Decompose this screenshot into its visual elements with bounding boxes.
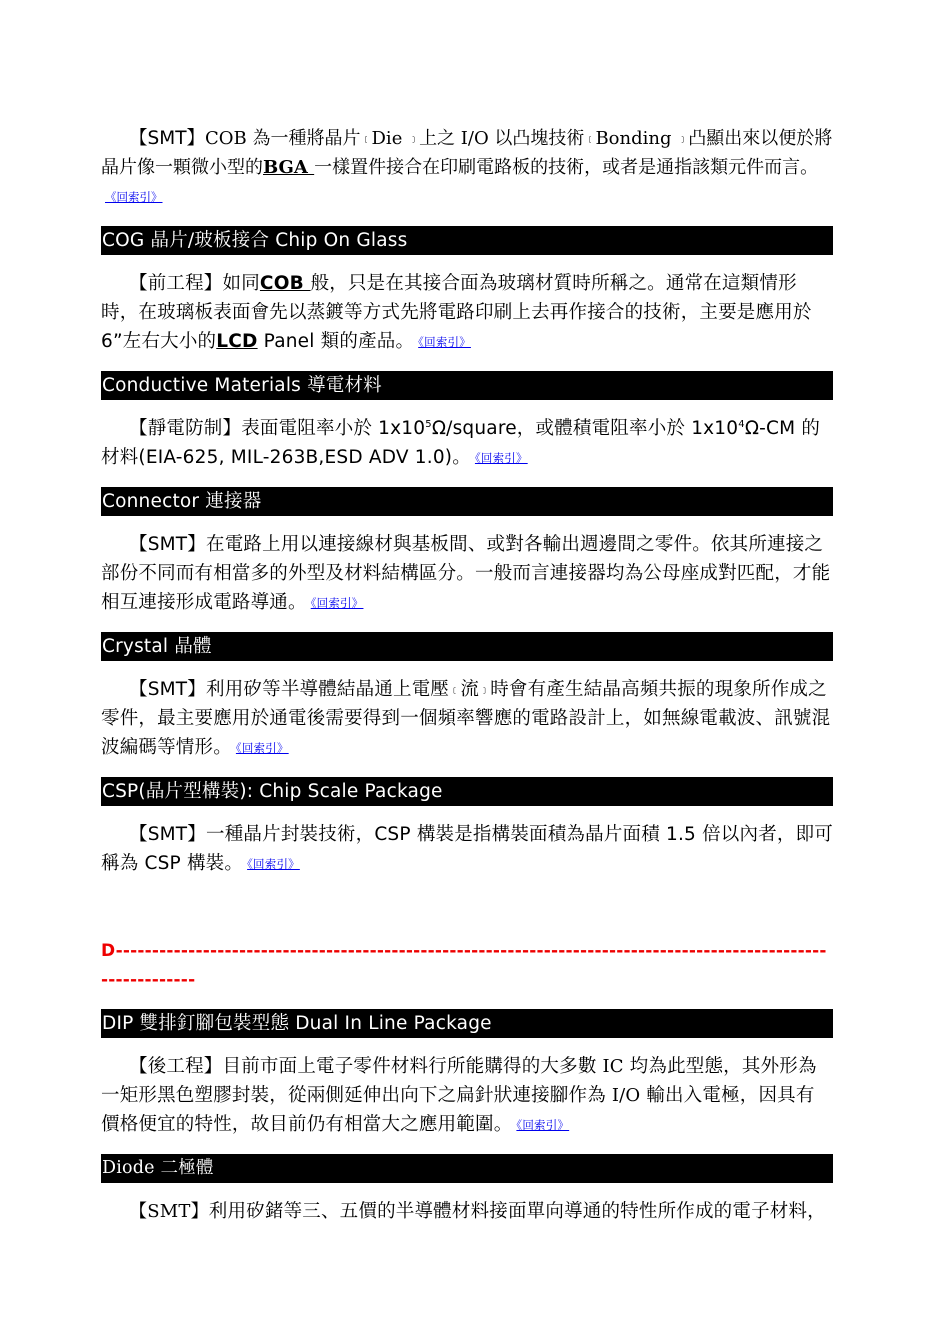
dip-definition: 【後工程】目前市面上電子零件材料行所能購得的大多數 IC 均為此型態，其外形為一矩形黑色塑膠封裝，從兩側延伸出向下之扁針狀連接腳作為 I/O 輸出入電極，因具有價格便宜的特性，故目前仍有相當大之應用範圍。 《回索引》 <box>101 1056 817 1135</box>
back-to-index-link[interactable]: 《回索引》 <box>310 596 364 610</box>
back-to-index-link[interactable]: 《回索引》 <box>235 741 289 755</box>
term-heading-cog: COG 晶片/玻板接合 Chip On Glass <box>101 226 833 255</box>
term-heading-diode: Diode 二極體 <box>101 1154 833 1183</box>
back-to-index-link[interactable]: 《回索引》 <box>516 1118 570 1132</box>
term-heading-csp: CSP(晶片型構裝): Chip Scale Package <box>101 777 833 806</box>
term-heading-crystal: Crystal 晶體 <box>101 632 833 661</box>
lcd-term: LCD <box>216 331 258 352</box>
back-to-index-link[interactable]: 《回索引》 <box>474 451 528 465</box>
cog-definition: 【前工程】如同COB 般，只是在其接合面為玻璃材質時所稱之。通常在這類情形時，在玻璃板表面會先以蒸鍍等方式先將電路印刷上去再作接合的技術，主要是應用於 6”左右大小的LCD Panel 類的產品。 《回索引》 <box>101 273 812 352</box>
cob-term: COB <box>259 273 311 294</box>
diode-definition: 【SMT】利用矽鍺等三、五價的半導體材料接面單向導通的特性所作成的電子材料， <box>129 1201 826 1222</box>
connector-definition: 【SMT】在電路上用以連接線材與基板間、或對各輸出週邊間之零件。依其所連接之部份不同而有相當多的外型及材料結構區分。一般而言連接器均為公母座成對匹配，才能相互連接形成電路導通。 《回索引》 <box>101 534 831 613</box>
back-to-index-link[interactable]: 《回索引》 <box>247 857 300 871</box>
crystal-definition: 【SMT】利用矽等半導體結晶通上電壓﹝流﹞時會有產生結晶高頻共振的現象所作成之零件，最主要應用於通電後需要得到一個頻率響應的電路設計上，如無線電載波、訊號混波編碼等情形。 《回索引》 <box>101 679 831 758</box>
glossary-page <box>101 124 833 1226</box>
bga-term: BGA <box>263 157 315 178</box>
category-tag: 【SMT】 <box>129 128 206 149</box>
term-heading-conductive-materials: Conductive Materials 導電材料 <box>101 371 833 400</box>
csp-definition: 【SMT】一種晶片封裝技術，CSP 構裝是指構裝面積為晶片面積 1.5 倍以內者，即可稱為 CSP 構裝。 《回索引》 <box>101 824 833 874</box>
term-heading-connector: Connector 連接器 <box>101 487 833 516</box>
back-to-index-link[interactable]: 《回索引》 <box>418 335 471 349</box>
term-heading-dip: DIP 雙排釘腳包裝型態 Dual In Line Package <box>101 1009 833 1038</box>
cob-definition: 【SMT】COB 為一種將晶片﹝Die ﹞上之 I/O 以凸塊技術﹝Bonding ﹞凸顯出來以便於將晶片像一顆微小型的BGA 一樣置件接合在印刷電路板的技術，或者是通指該類元件而言。《回索引》 <box>101 128 833 204</box>
section-divider-d: D--------------------------------------------------------------------------------------------------------------- <box>101 941 827 990</box>
conductive-definition: 【靜電防制】表面電阻率小於 $1x10^5\Omega$/square，或體積電阻率小於 $1x10^4\Omega-CM$ 的材料(EIA-625, MIL-263B,ESD ADV 1.0)。 《回索引》 <box>101 418 821 468</box>
back-to-index-link[interactable]: 《回索引》 <box>105 190 163 204</box>
